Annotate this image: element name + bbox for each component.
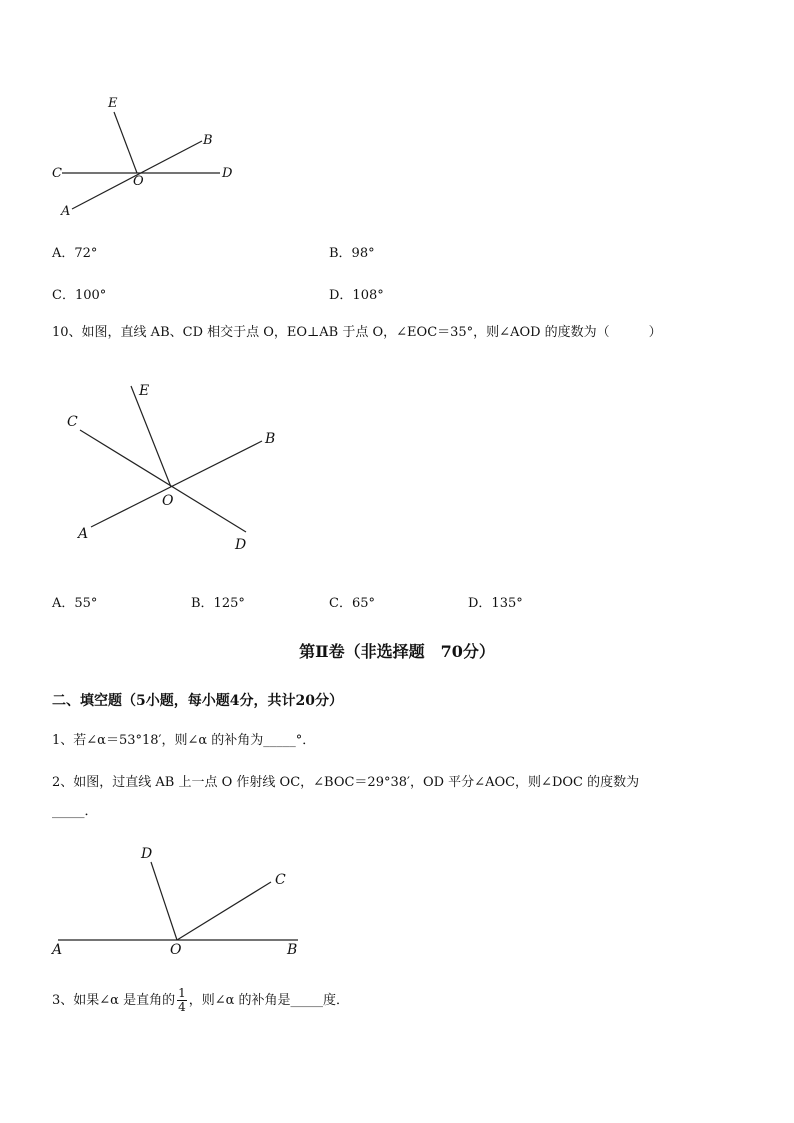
ray-oc [177,882,271,940]
q10-text: 如图，直线 AB、CD 相交于点 O，EO⊥AB 于点 O，∠EOC＝35°，则∠AOD 的度数为（ ） [81,325,662,340]
fraction-denominator: 4 [178,1000,186,1014]
q10-option-c: C．65° [329,596,375,611]
fraction-one-quarter [177,987,187,1014]
q10-number: 10、 [52,325,82,340]
label-c: C [67,414,78,430]
label-o: O [133,174,144,189]
label-a: A [61,204,71,219]
label-b: B [203,133,213,148]
q10-option-d: D．135° [468,596,523,611]
fill-q2-line1: 2、如图，过直线 AB 上一点 O 作射线 OC，∠BOC＝29°38′，OD 平分∠AOC，则∠DOC 的度数为 [52,775,640,790]
q9-option-b: B．98° [329,246,375,261]
label-o: O [170,942,182,958]
q10-option-a: A．55° [52,596,98,611]
label-e: E [139,383,150,399]
label-d: D [141,846,153,862]
label-b: B [287,942,298,958]
fill-q3-before: 3、如果∠α 是直角的 [52,993,176,1008]
label-e: E [108,96,118,111]
label-c: C [52,166,62,181]
fill-q3 [52,985,349,1017]
label-d: D [235,537,247,553]
label-a: A [78,526,89,542]
section2-heading: 二、填空题（5小题，每小题4分，共计20分） [52,693,343,709]
label-b: B [265,431,276,447]
fraction-numerator: 1 [178,986,186,1000]
part2-title: 第Ⅱ卷（非选择题 70分） [299,642,495,661]
ray-od [151,862,177,940]
label-c: C [275,872,286,888]
fill-q2-line2: _____． [52,804,98,819]
label-a: A [52,942,63,958]
q9-option-a: A．72° [52,246,98,261]
q9-option-d: D．108° [329,288,384,303]
q10-option-b: B．125° [191,596,245,611]
label-d: D [222,166,233,181]
fill-q1: 1、若∠α＝53°18′，则∠α 的补角为_____°． [52,733,316,748]
label-o: O [162,493,174,509]
fill-q3-after: ，则∠α 的补角是_____度． [188,993,350,1008]
q9-option-c: C．100° [52,288,107,303]
